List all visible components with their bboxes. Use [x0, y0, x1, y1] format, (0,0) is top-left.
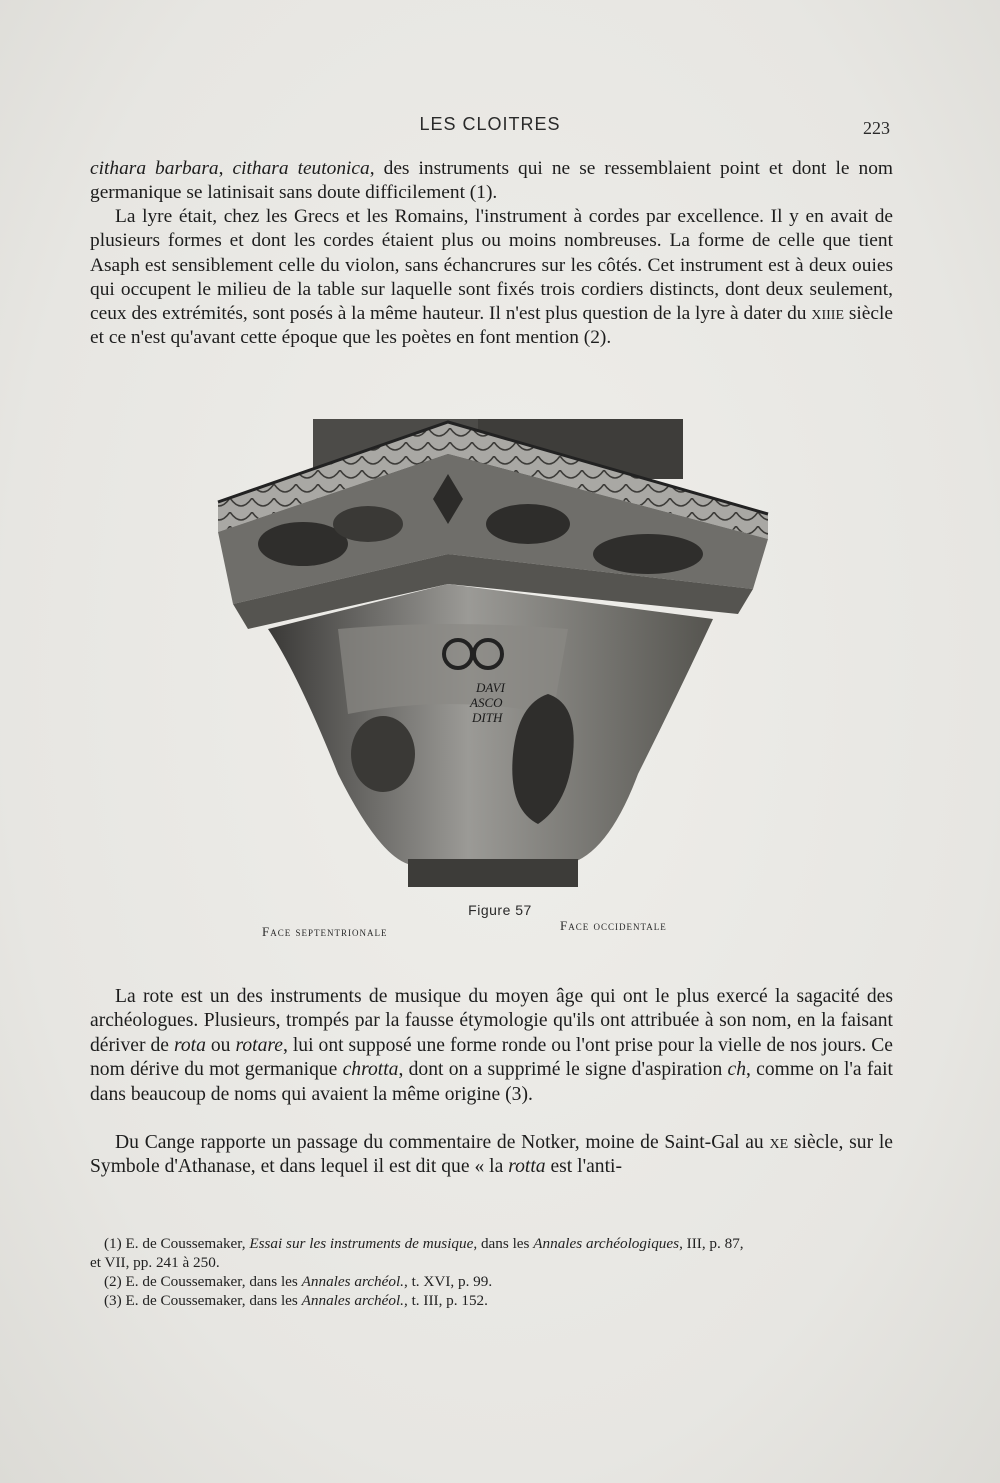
text-run: , lui ont supposé une forme ronde ou l'ont prise pour la vielle de nos jours. Ce nom dérive du mot germanique	[90, 1034, 893, 1081]
page-number: 223	[863, 118, 890, 138]
face-label-left: Face septentrionale	[262, 924, 388, 939]
text-run: est l'anti-	[545, 1156, 623, 1178]
footnote-1-continuation: et VII, pp. 241 à 250.	[90, 1254, 220, 1271]
text-italic: Annales archéol.	[301, 1292, 404, 1309]
astragal	[408, 859, 578, 887]
century-numeral: xiiie	[811, 303, 844, 325]
text-italic: cithara teutonica	[232, 158, 370, 179]
text-italic: ch	[727, 1059, 747, 1081]
text-run: , dont on a supprimé le signe d'aspiration	[398, 1059, 728, 1081]
footnote-2	[104, 1272, 894, 1291]
paragraph-1	[90, 157, 893, 206]
text-italic: rota	[173, 1034, 206, 1056]
text-italic: cithara barbara	[90, 158, 219, 179]
text-italic: rotta	[508, 1156, 546, 1178]
text-italic: Annales archéol.	[301, 1273, 404, 1290]
text-italic: chrotta	[342, 1059, 399, 1081]
text-run: , III, p. 87,	[679, 1235, 744, 1252]
text-italic: rotare	[235, 1034, 283, 1056]
text-run: ou	[205, 1034, 236, 1056]
inscription-line: DAVI	[476, 680, 505, 695]
paragraph-2	[90, 205, 893, 351]
capital-illustration	[208, 414, 778, 894]
frieze-bird	[486, 504, 570, 544]
frieze-animal	[593, 534, 703, 574]
text-italic: Essai sur les instruments de musique	[249, 1235, 474, 1252]
inscription-line: ASCO	[470, 695, 503, 710]
face-label-right: Face occidentale	[560, 918, 667, 933]
text-run: (2) E. de Coussemaker, dans les	[104, 1273, 302, 1290]
figure-57-capital-photo	[208, 414, 778, 894]
text-run: siècle et ce n'est qu'avant cette époque que les poètes en font mention (2).	[90, 303, 893, 349]
footnotes	[90, 1234, 894, 1310]
text-run: , dans les	[473, 1235, 534, 1252]
text-run: La rote est un des instruments de musique du moyen âge qui ont le plus exercé la sagacité des archéologues. Plusieurs, trompés par la fausse étymologie qu'ils ont attribuée à son nom, en la faisant dériver de	[90, 986, 893, 1056]
figure-caption: Figure 57	[468, 902, 532, 918]
page-header	[90, 114, 890, 144]
frieze-animal	[333, 506, 403, 542]
text-run: ,	[218, 158, 233, 179]
text-run: La lyre était, chez les Grecs et les Romains, l'instrument à cordes par excellence. Il y en avait de plusieurs formes et dont les cordes étaient plus ou moins nombreuses. La forme de celle que tient Asaph est sensiblement celle du violon, sans échancrures sur les côtés. Cet instrument est à deux ouies qui occupent le milieu de la table sur laquelle sont fixés trois cordiers distincts, dont deux seulement, ceux des extrémités, sont posés à la même hauteur. Il n'est plus question de la lyre à dater du	[90, 206, 893, 325]
text-run: siècle, sur le Symbole d'Athanase, et dans lequel il est dit que « la	[90, 1132, 893, 1178]
text-run: (3) E. de Coussemaker, dans les	[104, 1292, 302, 1309]
carved-head	[351, 716, 415, 792]
century-numeral: xe	[769, 1132, 789, 1153]
footnote-3	[104, 1291, 894, 1310]
text-run: , t. III, p. 152.	[403, 1292, 488, 1309]
text-run: (1) E. de Coussemaker,	[104, 1235, 250, 1252]
text-run: , comme on l'a fait dans beaucoup de noms qui avaient la même origine (3).	[90, 1059, 893, 1105]
text-italic: Annales archéologiques	[533, 1235, 680, 1252]
paragraph-4	[90, 1131, 893, 1180]
inscription-line: DITH	[472, 710, 503, 725]
paragraph-3	[90, 985, 893, 1107]
text-run: , t. XVI, p. 99.	[403, 1273, 493, 1290]
text-run: , des instruments qui ne se ressemblaient point et dont le nom germanique se latinisait sans doute difficilement (1).	[90, 158, 893, 204]
footnote-1	[104, 1234, 894, 1253]
running-title: LES CLOITRES	[419, 114, 561, 134]
text-run: Du Cange rapporte un passage du commentaire de Notker, moine de Saint-Gal au	[115, 1132, 770, 1153]
